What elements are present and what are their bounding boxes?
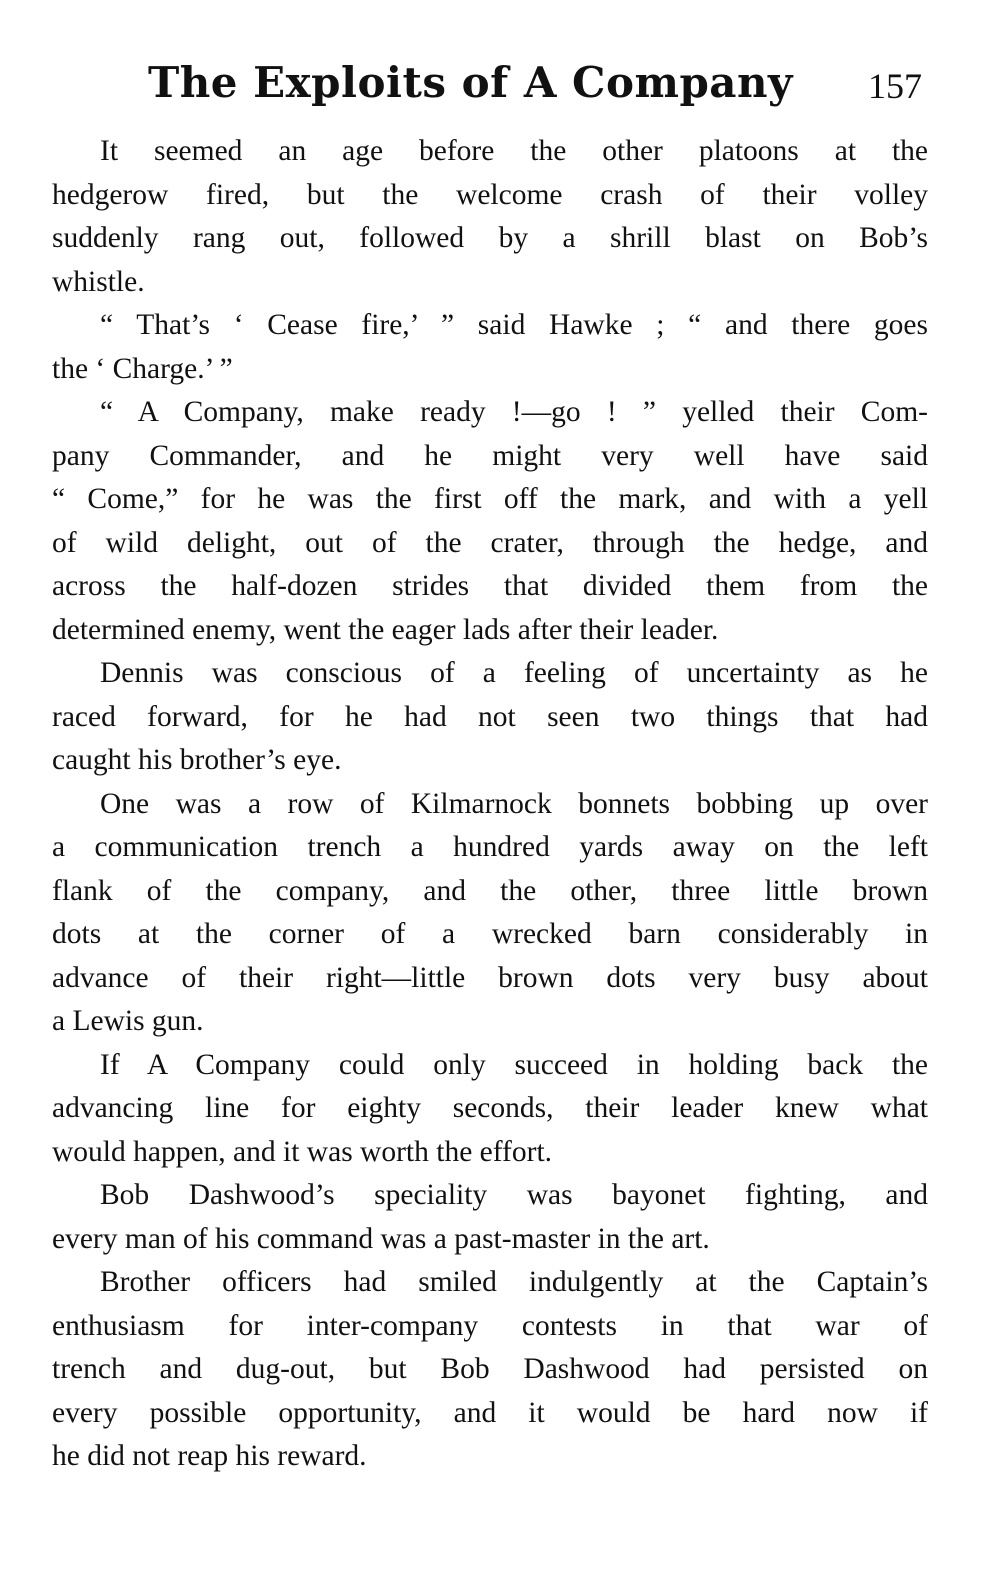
text-line: “ A Company, make ready !—go ! ” yelled their Com- bbox=[100, 396, 928, 428]
text-line: advancing line for eighty seconds, their leader knew what bbox=[52, 1092, 928, 1124]
text-line: It seemed an age before the other platoons at the bbox=[100, 135, 928, 167]
text-line: whistle. bbox=[52, 265, 145, 298]
text-line: every possible opportunity, and it would be hard now if bbox=[52, 1396, 928, 1429]
paragraph bbox=[52, 304, 928, 391]
text-line: trench and dug-out, but Bob Dashwood had persisted on bbox=[52, 1353, 928, 1385]
text-line: pany Commander, and he might very well have said bbox=[52, 439, 928, 472]
text-line: suddenly rang out, followed by a shrill blast on Bob’s bbox=[52, 222, 928, 254]
text-line: “ Come,” for he was the first off the mark, and with a yell bbox=[52, 483, 928, 515]
text-line: a Lewis gun. bbox=[52, 1005, 204, 1037]
text-line: a communication trench a hundred yards away on the left bbox=[52, 831, 928, 863]
body-text bbox=[52, 130, 928, 1479]
text-line: hedgerow fired, but the welcome crash of their volley bbox=[52, 178, 928, 211]
text-line: Brother officers had smiled indulgently at the Captain’s bbox=[100, 1266, 928, 1298]
text-line: of wild delight, out of the crater, through the hedge, and bbox=[52, 526, 928, 559]
text-line: flank of the company, and the other, three little brown bbox=[52, 874, 928, 907]
text-line: across the half-dozen strides that divided them from the bbox=[52, 570, 928, 602]
text-line: determined enemy, went the eager lads after their leader. bbox=[52, 613, 719, 646]
text-line: the ‘ Charge.’ ” bbox=[52, 352, 233, 385]
running-head-title: The Exploits of A Company bbox=[148, 58, 793, 107]
paragraph bbox=[52, 391, 928, 652]
text-line: caught his brother’s eye. bbox=[52, 744, 342, 776]
text-line: would happen, and it was worth the effort. bbox=[52, 1135, 553, 1168]
text-line: he did not reap his reward. bbox=[52, 1440, 367, 1472]
paragraph bbox=[52, 1174, 928, 1261]
text-line: advance of their right—little brown dots very busy about bbox=[52, 961, 928, 994]
text-line: Dennis was conscious of a feeling of uncertainty as he bbox=[100, 657, 928, 689]
text-line: dots at the corner of a wrecked barn considerably in bbox=[52, 918, 928, 950]
text-line: One was a row of Kilmarnock bonnets bobbing up over bbox=[100, 787, 928, 820]
paragraph bbox=[52, 652, 928, 783]
running-head bbox=[148, 58, 938, 108]
text-line: enthusiasm for inter-company contests in that war of bbox=[52, 1309, 928, 1342]
text-line: every man of his command was a past-master in the art. bbox=[52, 1222, 710, 1255]
paragraph bbox=[52, 130, 928, 304]
text-line: Bob Dashwood’s speciality was bayonet fighting, and bbox=[100, 1179, 928, 1211]
text-line: If A Company could only succeed in holding back the bbox=[100, 1048, 928, 1081]
paragraph bbox=[52, 783, 928, 1044]
text-line: raced forward, for he had not seen two things that had bbox=[52, 700, 928, 733]
paragraph bbox=[52, 1044, 928, 1175]
page-number: 157 bbox=[868, 66, 922, 106]
paragraph bbox=[52, 1261, 928, 1479]
text-line: “ That’s ‘ Cease fire,’ ” said Hawke ; “ and there goes bbox=[100, 309, 928, 341]
